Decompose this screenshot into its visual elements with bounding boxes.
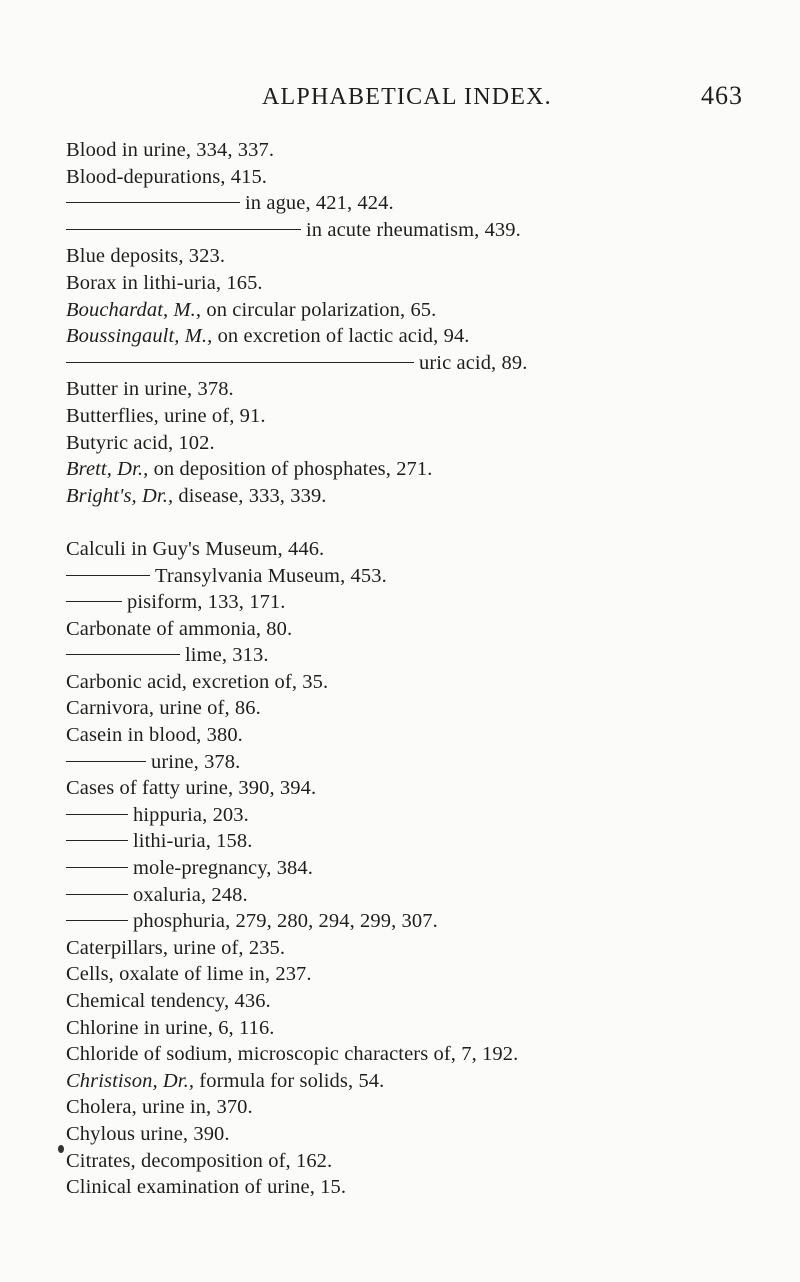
- author-name: Christison, Dr.,: [66, 1069, 195, 1092]
- index-entry: Carbonic acid, excretion of, 35.: [66, 670, 329, 693]
- index-entries: [66, 137, 786, 1201]
- index-entry: Cholera, urine in, 370.: [66, 1096, 253, 1119]
- author-name: Bright's, Dr.,: [66, 484, 174, 507]
- ditto-rule: [66, 601, 122, 602]
- index-entry: Chloride of sodium, microscopic characters of, 7, 192.: [66, 1043, 519, 1066]
- ditto-rule: [66, 761, 146, 762]
- index-entry: Casein in blood, 380.: [66, 724, 243, 747]
- running-title: ALPHABETICAL INDEX.: [262, 84, 552, 110]
- index-subentry: uric acid, 89.: [66, 350, 786, 377]
- index-subentry: phosphuria, 279, 280, 294, 299, 307.: [66, 908, 786, 935]
- index-subentry: lime, 313.: [66, 642, 786, 669]
- index-entry: Carbonate of ammonia, 80.: [66, 617, 293, 640]
- index-entry: Cells, oxalate of lime in, 237.: [66, 963, 312, 986]
- index-subentry: oxaluria, 248.: [66, 882, 786, 909]
- ditto-rule: [66, 920, 128, 921]
- index-subentry: urine, 378.: [66, 749, 786, 776]
- index-entry: Carnivora, urine of, 86.: [66, 697, 261, 720]
- page-number: 463: [701, 81, 743, 110]
- index-entry: Brett, Dr., on deposition of phosphates, 271.: [66, 458, 433, 481]
- index-entry: Cases of fatty urine, 390, 394.: [66, 777, 317, 800]
- index-entry: Blue deposits, 323.: [66, 245, 226, 268]
- author-name: Bouchardat, M.,: [66, 298, 202, 321]
- index-entry: Calculi in Guy's Museum, 446.: [66, 537, 325, 560]
- page-header: [0, 81, 800, 120]
- index-entry: Chylous urine, 390.: [66, 1122, 230, 1145]
- index-entry: Butter in urine, 378.: [66, 378, 234, 401]
- section-gap: [66, 509, 786, 536]
- ditto-rule: [66, 202, 240, 203]
- ditto-rule: [66, 840, 128, 841]
- ditto-rule: [66, 894, 128, 895]
- index-subentry: lithi-uria, 158.: [66, 828, 786, 855]
- ditto-rule: [66, 654, 180, 655]
- index-entry: Chemical tendency, 436.: [66, 990, 271, 1012]
- ditto-rule: [66, 362, 414, 363]
- index-entry: Chlorine in urine, 6, 116.: [66, 1016, 275, 1039]
- index-subentry: mole-pregnancy, 384.: [66, 855, 786, 882]
- ditto-rule: [66, 575, 150, 576]
- index-subentry: Transylvania Museum, 453.: [66, 563, 786, 590]
- index-entry: Boussingault, M., on excretion of lactic acid, 94.: [66, 325, 470, 348]
- ditto-rule: [66, 814, 128, 815]
- index-entry: Bright's, Dr., disease, 333, 339.: [66, 484, 327, 507]
- index-entry: Blood in urine, 334, 337.: [66, 139, 275, 161]
- ditto-rule: [66, 867, 128, 868]
- index-entry: Butterflies, urine of, 91.: [66, 404, 266, 427]
- index-entry: Christison, Dr., formula for solids, 54.: [66, 1069, 385, 1092]
- index-entry: Borax in lithi-uria, 165.: [66, 271, 263, 294]
- index-entry: Butyric acid, 102.: [66, 431, 215, 454]
- ditto-rule: [66, 229, 301, 230]
- index-entry: Caterpillars, urine of, 235.: [66, 936, 286, 959]
- index-subentry: pisiform, 133, 171.: [66, 589, 786, 616]
- index-entry: Citrates, decomposition of, 162.: [66, 1149, 333, 1172]
- index-subentry: in acute rheumatism, 439.: [66, 217, 786, 244]
- index-subentry: hippuria, 203.: [66, 802, 786, 829]
- author-name: Brett, Dr.,: [66, 458, 149, 481]
- author-name: Boussingault, M.,: [66, 325, 213, 348]
- index-entry: Clinical examination of urine, 15.: [66, 1176, 347, 1199]
- index-entry: Bouchardat, M., on circular polarization, 65.: [66, 298, 437, 321]
- index-entry: Blood-depurations, 415.: [66, 165, 268, 188]
- index-subentry: in ague, 421, 424.: [66, 190, 786, 217]
- margin-ink-mark: [58, 1145, 64, 1153]
